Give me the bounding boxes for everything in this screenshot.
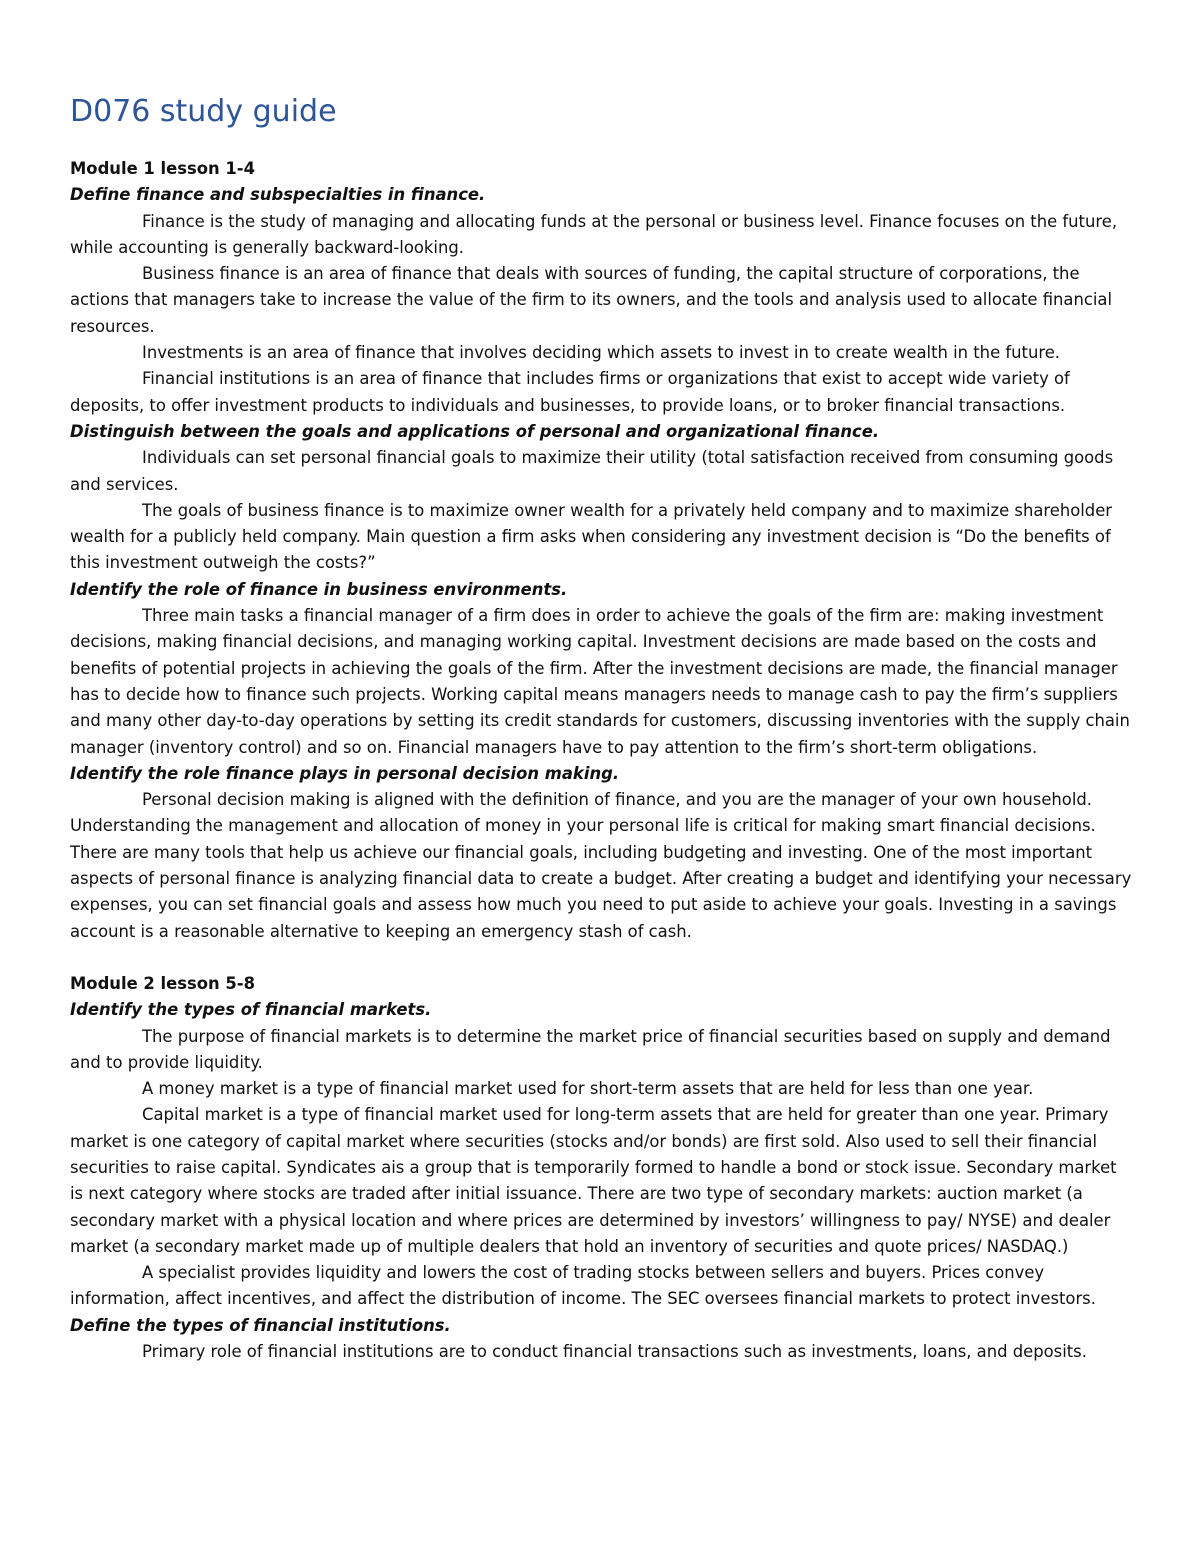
body-paragraph: A money market is a type of financial market used for short-term assets that are held for less than one year. xyxy=(142,1079,1034,1099)
learning-objective: Identify the role finance plays in personal decision making. xyxy=(70,763,620,783)
body-paragraph: The purpose of financial markets is to determine the market price of financial securities based on supply and demand and to provide liquidity. xyxy=(70,1026,1111,1072)
body-paragraph: A specialist provides liquidity and lowers the cost of trading stocks between sellers and buyers. Prices convey information, affect incentives, and affect the distribution of income. The SEC oversees financial markets to protect investors. xyxy=(70,1263,1096,1309)
document-title: D076 study guide xyxy=(70,94,337,129)
document-body xyxy=(70,92,1134,1365)
body-paragraph: Individuals can set personal financial goals to maximize their utility (total satisfaction received from consuming goods and services. xyxy=(70,448,1114,494)
learning-objective: Identify the types of financial markets. xyxy=(70,1000,432,1020)
module-heading: Module 1 lesson 1-4 xyxy=(70,159,256,178)
body-paragraph: Personal decision making is aligned with the definition of finance, and you are the manager of your own household. Understanding the management and allocation of money in your personal life is critical for making smart financial decisions. There are many tools that help us achieve our financial goals, including budgeting and investing. One of the most important aspects of personal finance is analyzing financial data to create a budget. After creating a budget and identifying your necessary expenses, you can set financial goals and assess how much you need to put aside to achieve your goals. Investing in a savings account is a reasonable alternative to keeping an emergency stash of cash. xyxy=(70,790,1132,941)
body-paragraph: Business finance is an area of finance that deals with sources of funding, the capital structure of corporations, the actions that managers take to increase the value of the firm to its owners, and the tools and analysis used to allocate financial resources. xyxy=(70,264,1113,336)
body-paragraph: Investments is an area of finance that involves deciding which assets to invest in to create wealth in the future. xyxy=(142,343,1061,363)
module-1 xyxy=(70,156,1134,945)
learning-objective: Distinguish between the goals and applications of personal and organizational finance. xyxy=(70,421,880,441)
module-2 xyxy=(70,971,1134,1365)
body-paragraph: Financial institutions is an area of finance that includes firms or organizations that exist to accept wide variety of deposits, to offer investment products to individuals and businesses, to provide loans, or to broker financial transactions. xyxy=(70,369,1070,415)
body-paragraph: Primary role of financial institutions are to conduct financial transactions such as investments, loans, and deposits. xyxy=(142,1342,1087,1362)
module-heading: Module 2 lesson 5-8 xyxy=(70,973,256,993)
body-paragraph: Capital market is a type of financial market used for long-term assets that are held for greater than one year. Primary market is one category of capital market where securities (stocks and/or bonds) are first sold. Also used to sell their financial securities to raise capital. Syndicates ais a group that is temporarily formed to handle a bond or stock issue. Secondary market is next category where stocks are traded after initial issuance. There are two type of secondary markets: auction market (a secondary market with a physical location and where prices are determined by investors’ willingness to pay/ NYSE) and dealer market (a secondary market made up of multiple dealers that hold an inventory of securities and quote prices/ NASDAQ.) xyxy=(70,1105,1117,1256)
learning-objective: Identify the role of finance in business environments. xyxy=(70,579,568,599)
body-paragraph: The goals of business finance is to maximize owner wealth for a privately held company and to maximize shareholder wealth for a publicly held company. Main question a firm asks when considering any investment decision is “Do the benefits of this investment outweigh the costs?” xyxy=(70,500,1113,573)
body-paragraph: Three main tasks a financial manager of a firm does in order to achieve the goals of the firm are: making investment decisions, making financial decisions, and managing working capital. Investment decisions are made based on the costs and benefits of potential projects in achieving the goals of the firm. After the investment decisions are made, the financial manager has to decide how to finance such projects. Working capital means managers needs to manage cash to pay the firm’s suppliers and many other day-to-day operations by setting its credit standards for customers, discussing inventories with the supply chain manager (inventory control) and so on. Financial managers have to pay attention to the firm’s short-term obligations. xyxy=(70,606,1130,757)
learning-objective: Define finance and subspecialties in finance. xyxy=(70,185,486,205)
learning-objective: Define the types of financial institutions. xyxy=(70,1315,451,1335)
body-paragraph: Finance is the study of managing and allocating funds at the personal or business level. Finance focuses on the future, while accounting is generally backward-looking. xyxy=(70,211,1118,257)
